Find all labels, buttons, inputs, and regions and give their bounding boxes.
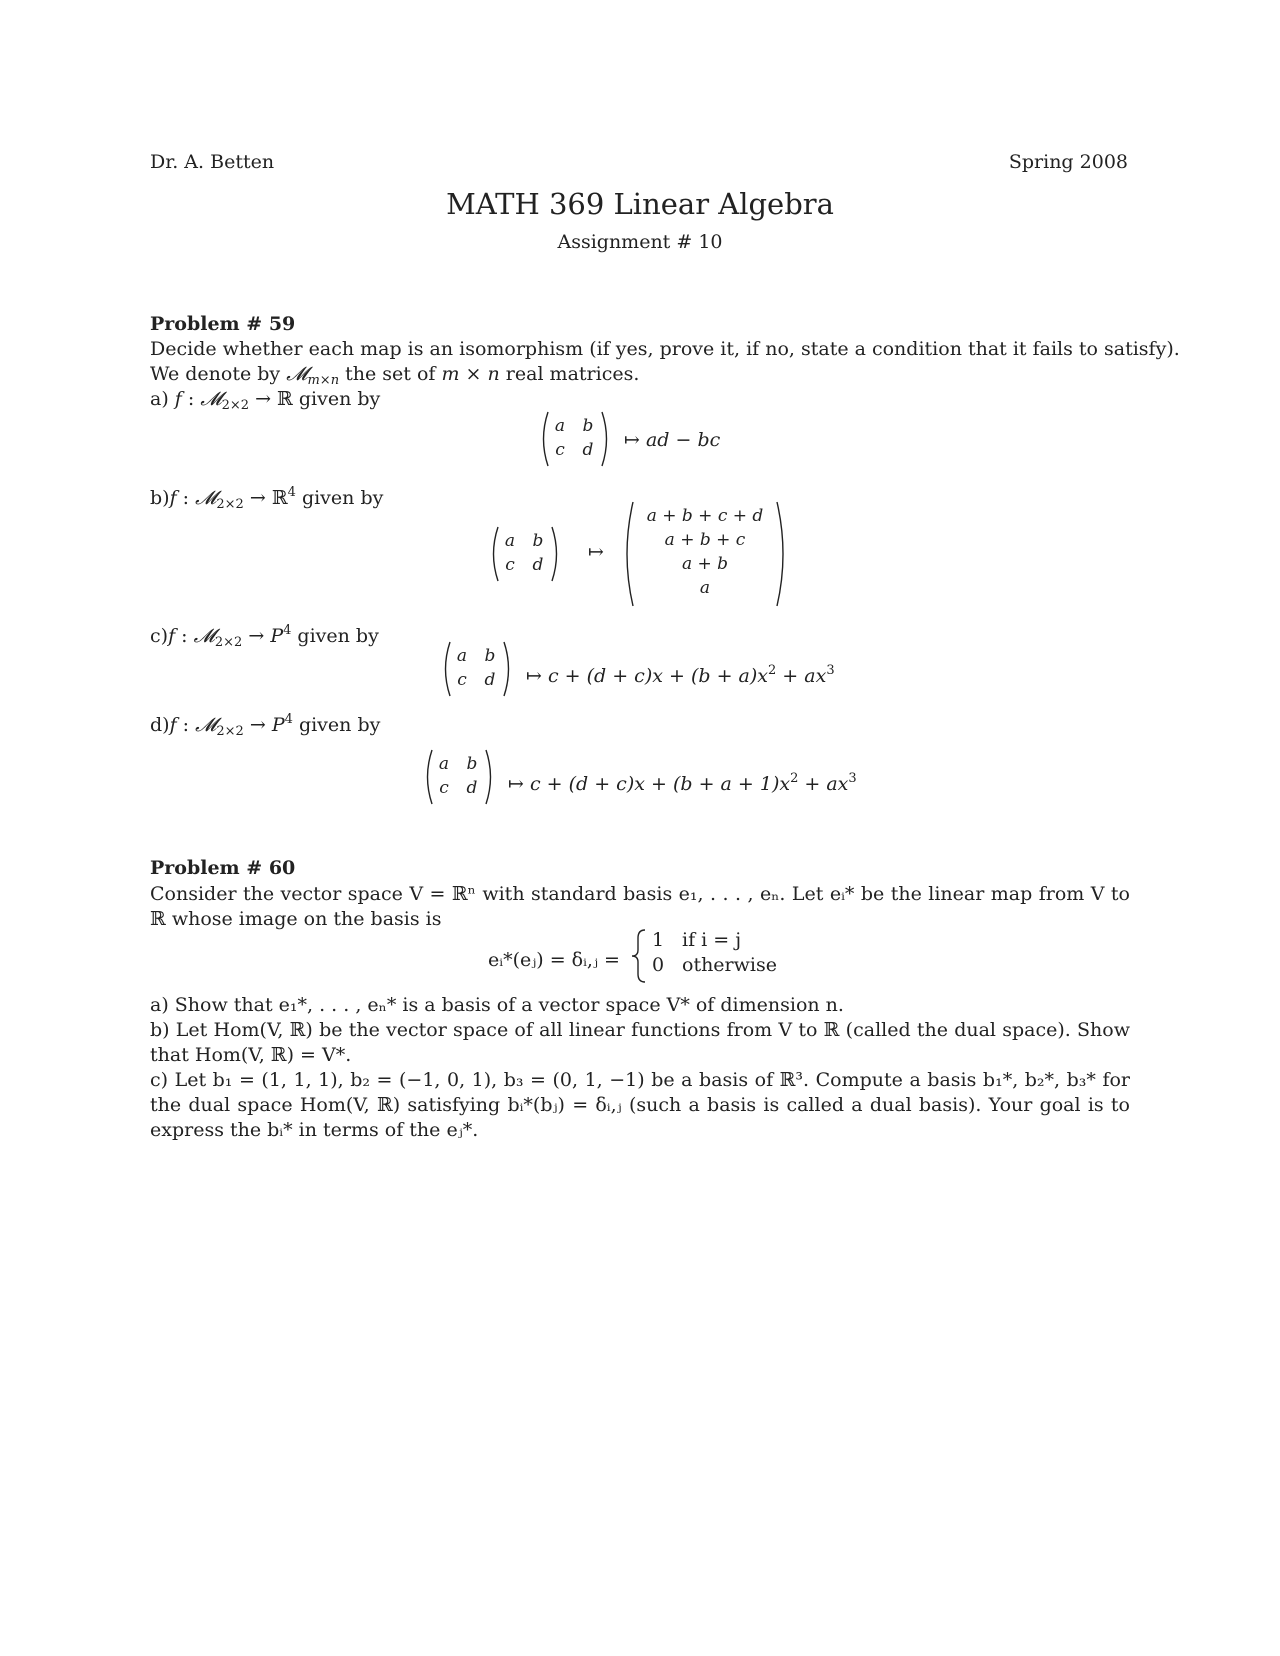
matrix-entry-d: d (484, 670, 496, 690)
part-a-image-expr: ad − bc (645, 429, 721, 451)
case-2-value: 0 (652, 954, 665, 976)
intro-text-mid: the set of (339, 363, 442, 385)
part-a-codomain: ℝ (277, 388, 293, 410)
matrix-entry-c: c (555, 440, 565, 460)
part-c-image: ↦ $c + (d + c)x + (b + a)x^2 + ax^3$ (526, 663, 835, 687)
problem-59-intro-line1: Decide whether each map is an isomorphism (if yes, prove it, if no, state a condition that it fails to satisfy). (150, 338, 1180, 360)
left-paren (620, 500, 636, 608)
dual-basis-definition-lhs: eᵢ*(eⱼ) = δᵢ,ⱼ = (488, 949, 620, 971)
page-title: MATH 369 Linear Algebra (446, 187, 834, 221)
part-d-matrix (422, 748, 512, 806)
given-by-text: given by (291, 625, 379, 647)
matrix-entry-b: b (532, 531, 544, 551)
given-by-text: given by (292, 714, 381, 736)
vector-entry-3: a + b (681, 554, 729, 574)
problem-59-intro-line2: We denote by 𝓜$_{m\times n}$ the set of m × n real matrices. (150, 363, 640, 388)
left-paren (440, 640, 452, 698)
vector-entry-4: a (699, 578, 711, 598)
matrix-entry-c: c (457, 670, 467, 690)
part-b-codomain: ℝ (271, 487, 288, 509)
part-c-statement: c)f : 𝓜$_{2\times 2}$ → $P^4$ given by (150, 623, 379, 650)
vector-entry-2: a + b + c (664, 530, 746, 550)
case-1-value: 1 (652, 929, 665, 951)
part-c-matrix (440, 640, 530, 698)
problem-60-heading: Problem # 60 (150, 857, 296, 879)
part-a-image: ↦ ad − bc (624, 429, 721, 451)
matrix-entry-b: b (466, 754, 478, 774)
left-paren (422, 748, 434, 806)
problem-60-intro: Consider the vector space V = ℝⁿ with standard basis e₁, . . . , eₙ. Let eᵢ* be the linear map from V to ℝ whose image on the basis is (150, 883, 1130, 930)
left-paren (538, 410, 550, 468)
part-d-image: ↦ $c + (d + c)x + (b + a + 1)x^2 + ax^3$ (508, 771, 857, 795)
part-c-image-expr-start: c + (d + c)x + (b + a)x (547, 665, 768, 687)
intro-text-pre: We denote by (150, 363, 287, 385)
matrix-entry-d: d (582, 440, 594, 460)
matrix-entry-b: b (484, 646, 496, 666)
term: Spring 2008 (1008, 151, 1128, 173)
problem-60-part-b: b) Let Hom(V, ℝ) be the vector space of all linear functions from V to ℝ (called the dual space). Show that Hom(V, ℝ) = V*. (150, 1019, 1130, 1066)
part-a-label: a) (150, 388, 175, 410)
part-b-matrix (488, 525, 578, 583)
problem-59-heading: Problem # 59 (150, 313, 296, 335)
intro-text-end: real matrices. (499, 363, 640, 385)
given-by-text: given by (295, 487, 384, 509)
matrix-entry-b: b (582, 416, 594, 436)
case-2-condition: otherwise (682, 954, 777, 976)
given-by-text: given by (292, 388, 381, 410)
left-brace (630, 928, 648, 984)
part-c-label: c) (150, 625, 169, 647)
matrix-entry-a: a (456, 646, 468, 666)
vector-entry-1: a + b + c + d (646, 506, 764, 526)
matrix-entry-d: d (532, 555, 544, 575)
matrix-entry-c: c (439, 778, 449, 798)
right-paren (774, 500, 790, 608)
part-d-image-expr-start: c + (d + c)x + (b + a + 1)x (529, 773, 791, 795)
matrix-entry-a: a (504, 531, 516, 551)
part-b-vector (620, 500, 790, 608)
left-paren (488, 525, 500, 583)
problem-60-part-c: c) Let b₁ = (1, 1, 1), b₂ = (−1, 0, 1), b₃ = (0, 1, −1) be a basis of ℝ³. Compute a basis b₁*, b₂*, b₃* for the dual space Hom(V, ℝ) satisfying bᵢ*(bⱼ) = δᵢ,ⱼ (such a basis is called a dual basis). Your goal is to express the bᵢ* in terms of the eⱼ*. (150, 1069, 1130, 1141)
part-b-label: b) (150, 487, 170, 509)
right-paren (600, 410, 612, 468)
author-name: Dr. A. Betten (150, 151, 275, 173)
right-paren (502, 640, 514, 698)
part-d-codomain: P (271, 714, 285, 736)
part-c-image-expr-end: + ax (776, 665, 827, 687)
maps-to-symbol: ↦ (588, 541, 604, 563)
part-d-label: d) (150, 714, 170, 736)
part-c-codomain: P (270, 625, 284, 647)
part-d-image-expr-end: + ax (798, 773, 849, 795)
right-paren (484, 748, 496, 806)
case-1-condition: if i = j (682, 929, 742, 951)
matrix-entry-d: d (466, 778, 478, 798)
right-paren (550, 525, 562, 583)
page-subtitle: Assignment # 10 (557, 231, 723, 253)
part-a-statement: a) f : 𝓜$_{2\times 2}$ → ℝ given by (150, 388, 381, 413)
problem-60-part-a: a) Show that e₁*, . . . , eₙ* is a basis of a vector space V* of dimension n. (150, 994, 844, 1016)
matrix-entry-c: c (505, 555, 515, 575)
matrix-entry-a: a (554, 416, 566, 436)
matrix-entry-a: a (438, 754, 450, 774)
part-b-statement: b)f : 𝓜$_{2\times 2}$ → ℝ$^4$ given by (150, 485, 384, 512)
part-d-statement: d)f : 𝓜$_{2\times 2}$ → $P^4$ given by (150, 712, 381, 739)
